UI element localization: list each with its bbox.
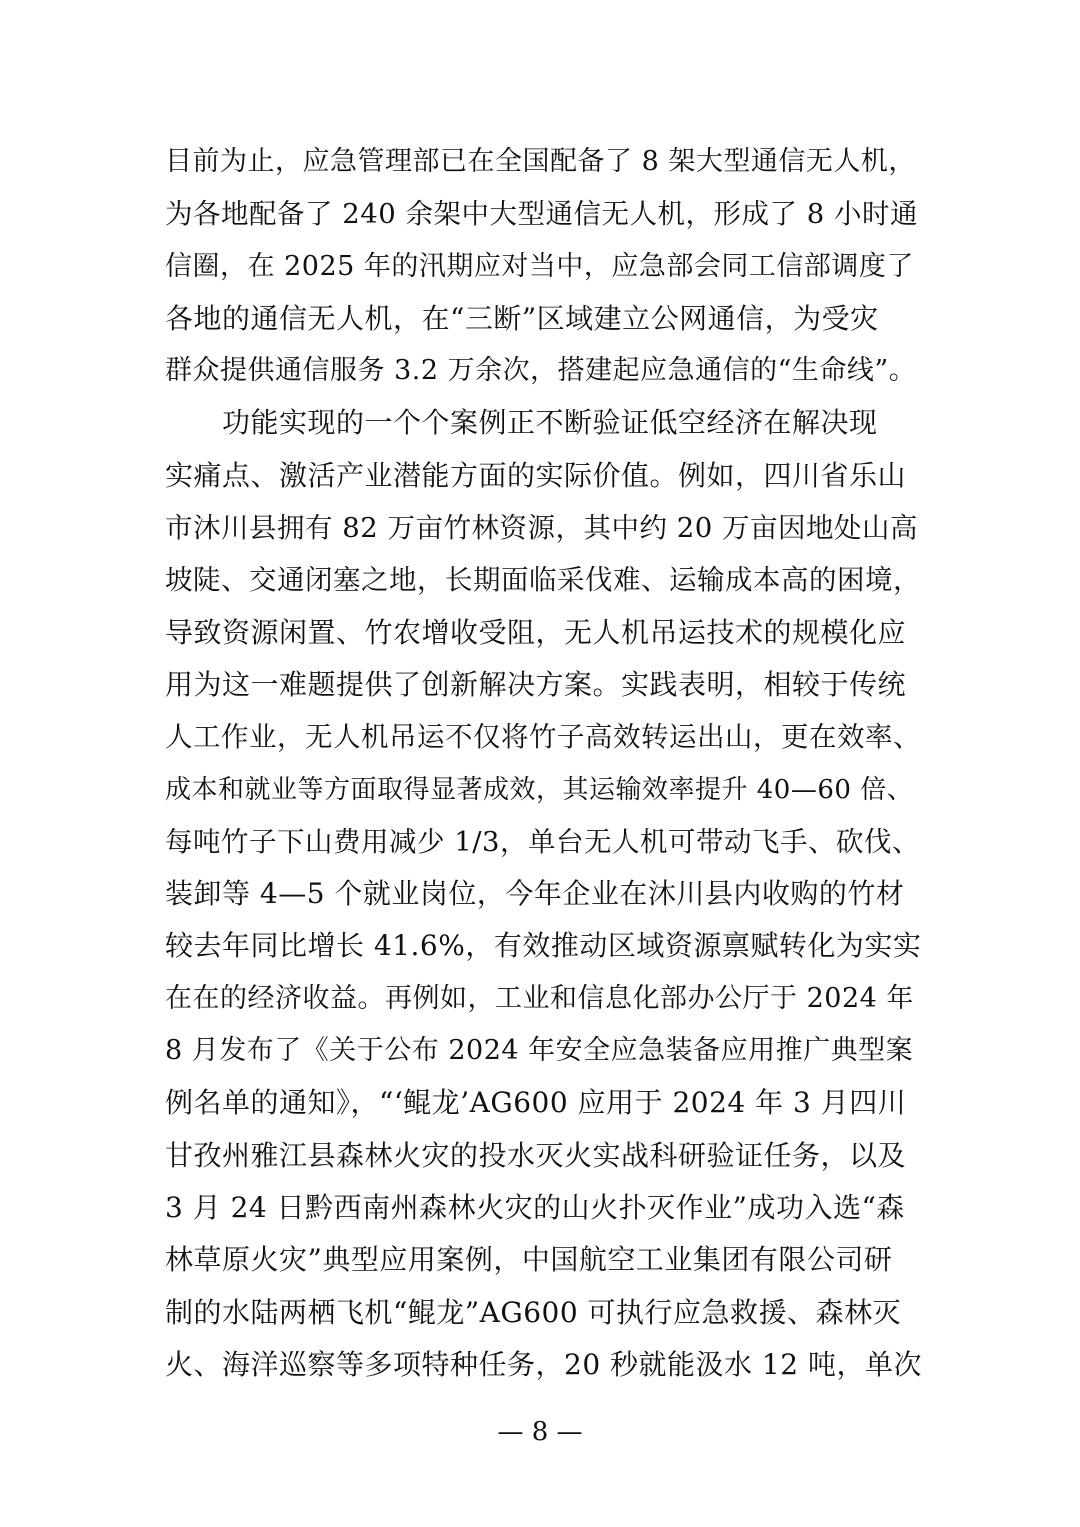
body-text bbox=[165, 136, 925, 1391]
text-line-16: 较去年同比增长 41.6%，有效推动区域资源禀赋转化为实实 bbox=[165, 929, 922, 963]
text-line-18: 8 月发布了《关于公布 2024 年安全应急装备应用推广典型案 bbox=[165, 1035, 914, 1067]
text-line-9: 坡陡、交通闭塞之地，长期面临采伐难、运输成本高的困境， bbox=[165, 564, 921, 597]
text-line-22: 林草原火灾”典型应用案例，中国航空工业集团有限公司研 bbox=[165, 1243, 893, 1277]
text-line-17: 在在的经济收益。再例如，工业和信息化部办公厅于 2024 年 bbox=[165, 982, 914, 1014]
page-number: — 8 — bbox=[497, 1417, 583, 1447]
text-line-4: 各地的通信无人机，在“三断”区域建立公网通信，为受灾 bbox=[165, 301, 879, 335]
text-line-13: 成本和就业等方面取得显著成效，其运输效率提升 40—60 倍、 bbox=[165, 774, 914, 805]
text-line-1: 目前为止，应急管理部已在全国配备了 8 架大型通信无人机， bbox=[165, 146, 916, 177]
text-line-8: 市沐川县拥有 82 万亩竹林资源，其中约 20 万亩因地处山高 bbox=[165, 512, 918, 545]
text-line-24: 火、海洋巡察等多项特种任务，20 秒就能汲水 12 吨，单次 bbox=[165, 1347, 922, 1381]
text-line-12: 人工作业，无人机吊运不仅将竹子高效转运出山，更在效率、 bbox=[165, 721, 921, 754]
text-line-14: 每吨竹子下山费用减少 1/3，单台无人机可带动飞手、砍伐、 bbox=[165, 825, 920, 858]
text-line-11: 用为这一难题提供了创新解决方案。实践表明，相较于传统 bbox=[165, 667, 907, 701]
text-line-10: 导致资源闲置、竹农增收受阻，无人机吊运技术的规模化应 bbox=[165, 615, 907, 649]
text-line-20: 甘孜州雅江县森林火灾的投水灭火实战科研验证任务，以及 bbox=[165, 1138, 907, 1172]
text-line-7: 实痛点、激活产业潜能方面的实际价值。例如，四川省乐山 bbox=[165, 458, 907, 492]
text-line-15: 装卸等 4—5 个就业岗位，今年企业在沐川县内收购的竹材 bbox=[165, 877, 905, 911]
text-line-19: 例名单的通知》，“‘鲲龙’AG600 应用于 2024 年 3 月四川 bbox=[165, 1086, 907, 1120]
text-line-6: 功能实现的一个个案例正不断验证低空经济在解决现 bbox=[165, 406, 878, 440]
text-line-21: 3 月 24 日黔西南州森林火灾的山火扑灭作业”成功入选“森 bbox=[165, 1190, 905, 1224]
text-line-3: 信圈，在 2025 年的汛期应对当中，应急部会同工信部调度了 bbox=[165, 250, 914, 282]
text-line-2: 为各地配备了 240 余架中大型通信无人机，形成了 8 小时通 bbox=[165, 198, 918, 231]
text-line-5: 群众提供通信服务 3.2 万余次，搭建起应急通信的“生命线”。 bbox=[165, 355, 917, 387]
text-line-23: 制的水陆两栖飞机“鲲龙”AG600 可执行应急救援、森林灭 bbox=[165, 1295, 902, 1329]
